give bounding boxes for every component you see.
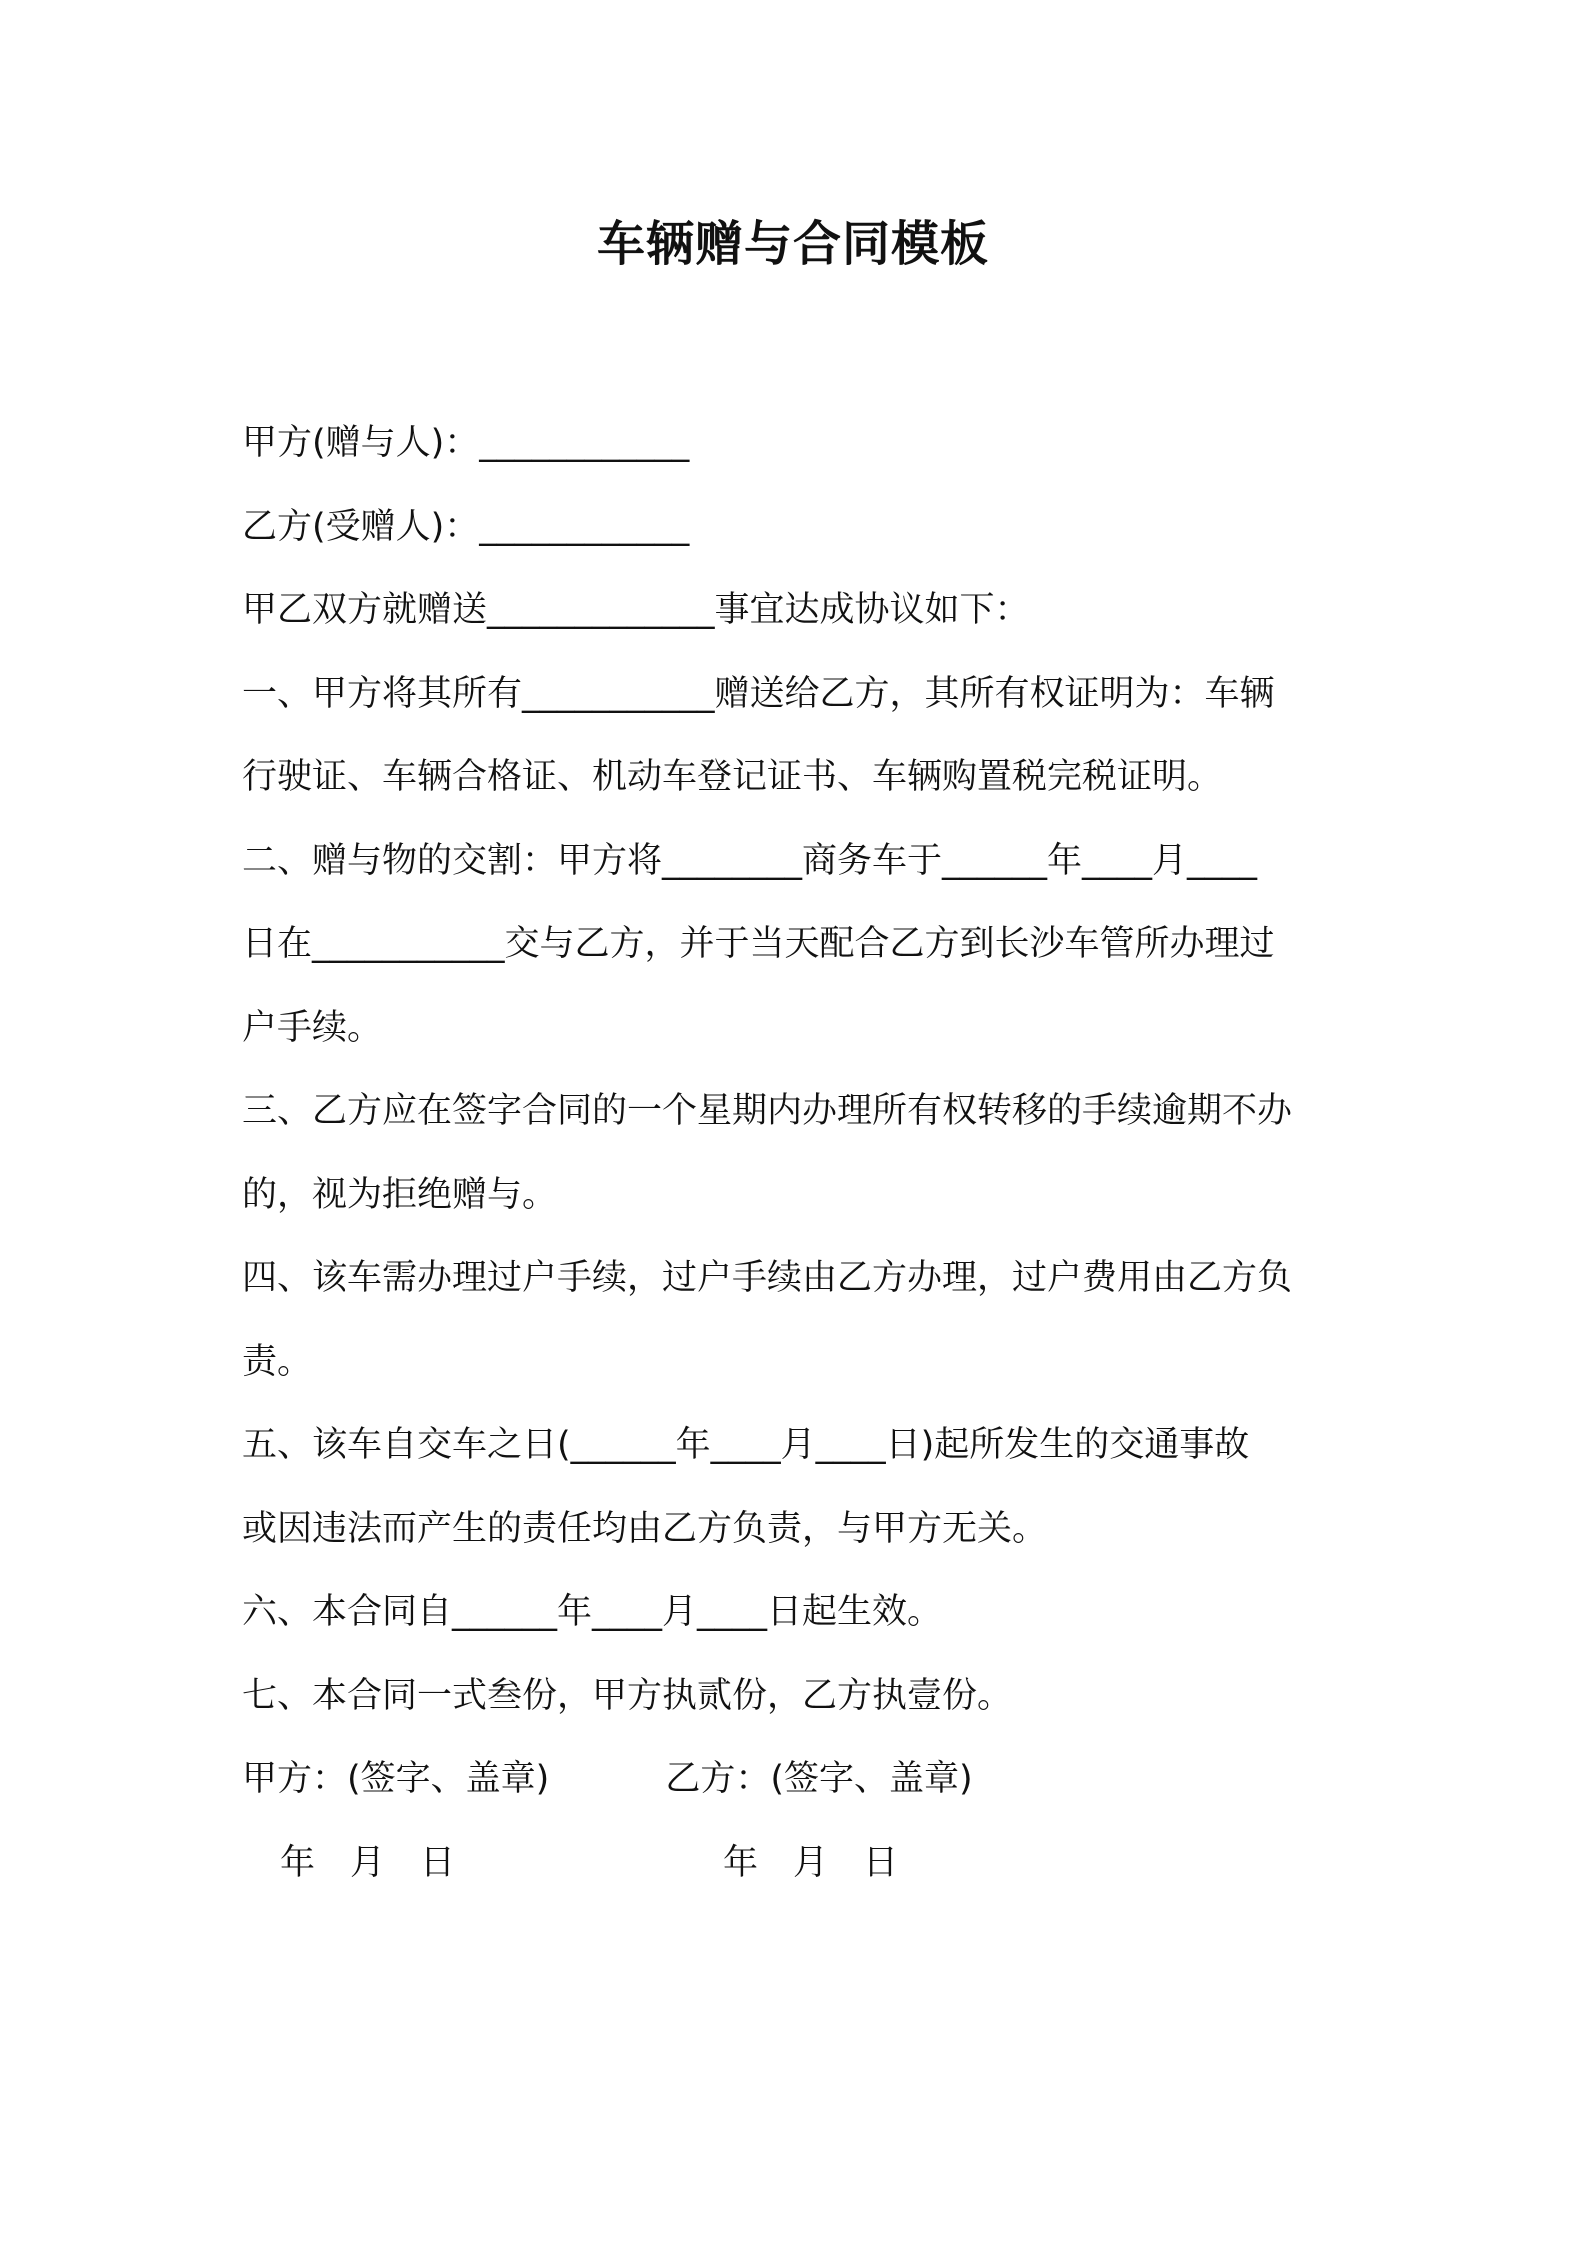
clause-6: 六、本合同自______年____月____日起生效。 [242,1592,943,1632]
signature-date-row [242,1822,1352,1906]
clause-5-line-2: 或因违法而产生的责任均由乙方负责，与甲方无关。 [242,1508,1048,1549]
clause-5-line-1: 五、该车自交车之日(______年____月____日)起所发生的交通事故 [242,1425,1250,1465]
clause-4-line-2: 责。 [242,1341,313,1382]
party-b-signature: 乙方：(签字、盖章) [665,1759,973,1799]
party-b-date: 年 月 日 [723,1842,899,1883]
document-title: 车辆赠与合同模板 [596,216,989,272]
party-b-line: 乙方(受赠人)：____________ [242,506,690,547]
clause-3-line-1: 三、乙方应在签字合同的一个星期内办理所有权转移的手续逾期不办 [242,1091,1293,1131]
clause-3-line-2: 的，视为拒绝赠与。 [242,1174,558,1215]
party-a-signature: 甲方：(签字、盖章) [242,1759,550,1799]
clause-2-line-3: 户手续。 [242,1007,383,1048]
signature-row [242,1738,1352,1822]
clause-2-line-1: 二、赠与物的交割：甲方将________商务车于______年____月____ [242,840,1258,881]
clause-7: 七、本合同一式叁份，甲方执贰份，乙方执壹份。 [242,1675,1013,1716]
party-a-line: 甲方(赠与人)：____________ [242,423,690,463]
agreement-intro: 甲乙双方就赠送_____________事宜达成协议如下： [242,590,1030,630]
clause-1-line-2: 行驶证、车辆合格证、机动车登记证书、车辆购置税完税证明。 [242,757,1223,797]
clause-2-line-2: 日在___________交与乙方，并于当天配合乙方到长沙车管所办理过 [242,924,1275,964]
clause-4-line-1: 四、该车需办理过户手续，过户手续由乙方办理，过户费用由乙方负 [242,1258,1293,1298]
clause-1-line-1: 一、甲方将其所有___________赠送给乙方，其所有权证明为：车辆 [242,673,1275,714]
contract-body [242,402,1352,1905]
party-a-date: 年 月 日 [280,1842,456,1883]
